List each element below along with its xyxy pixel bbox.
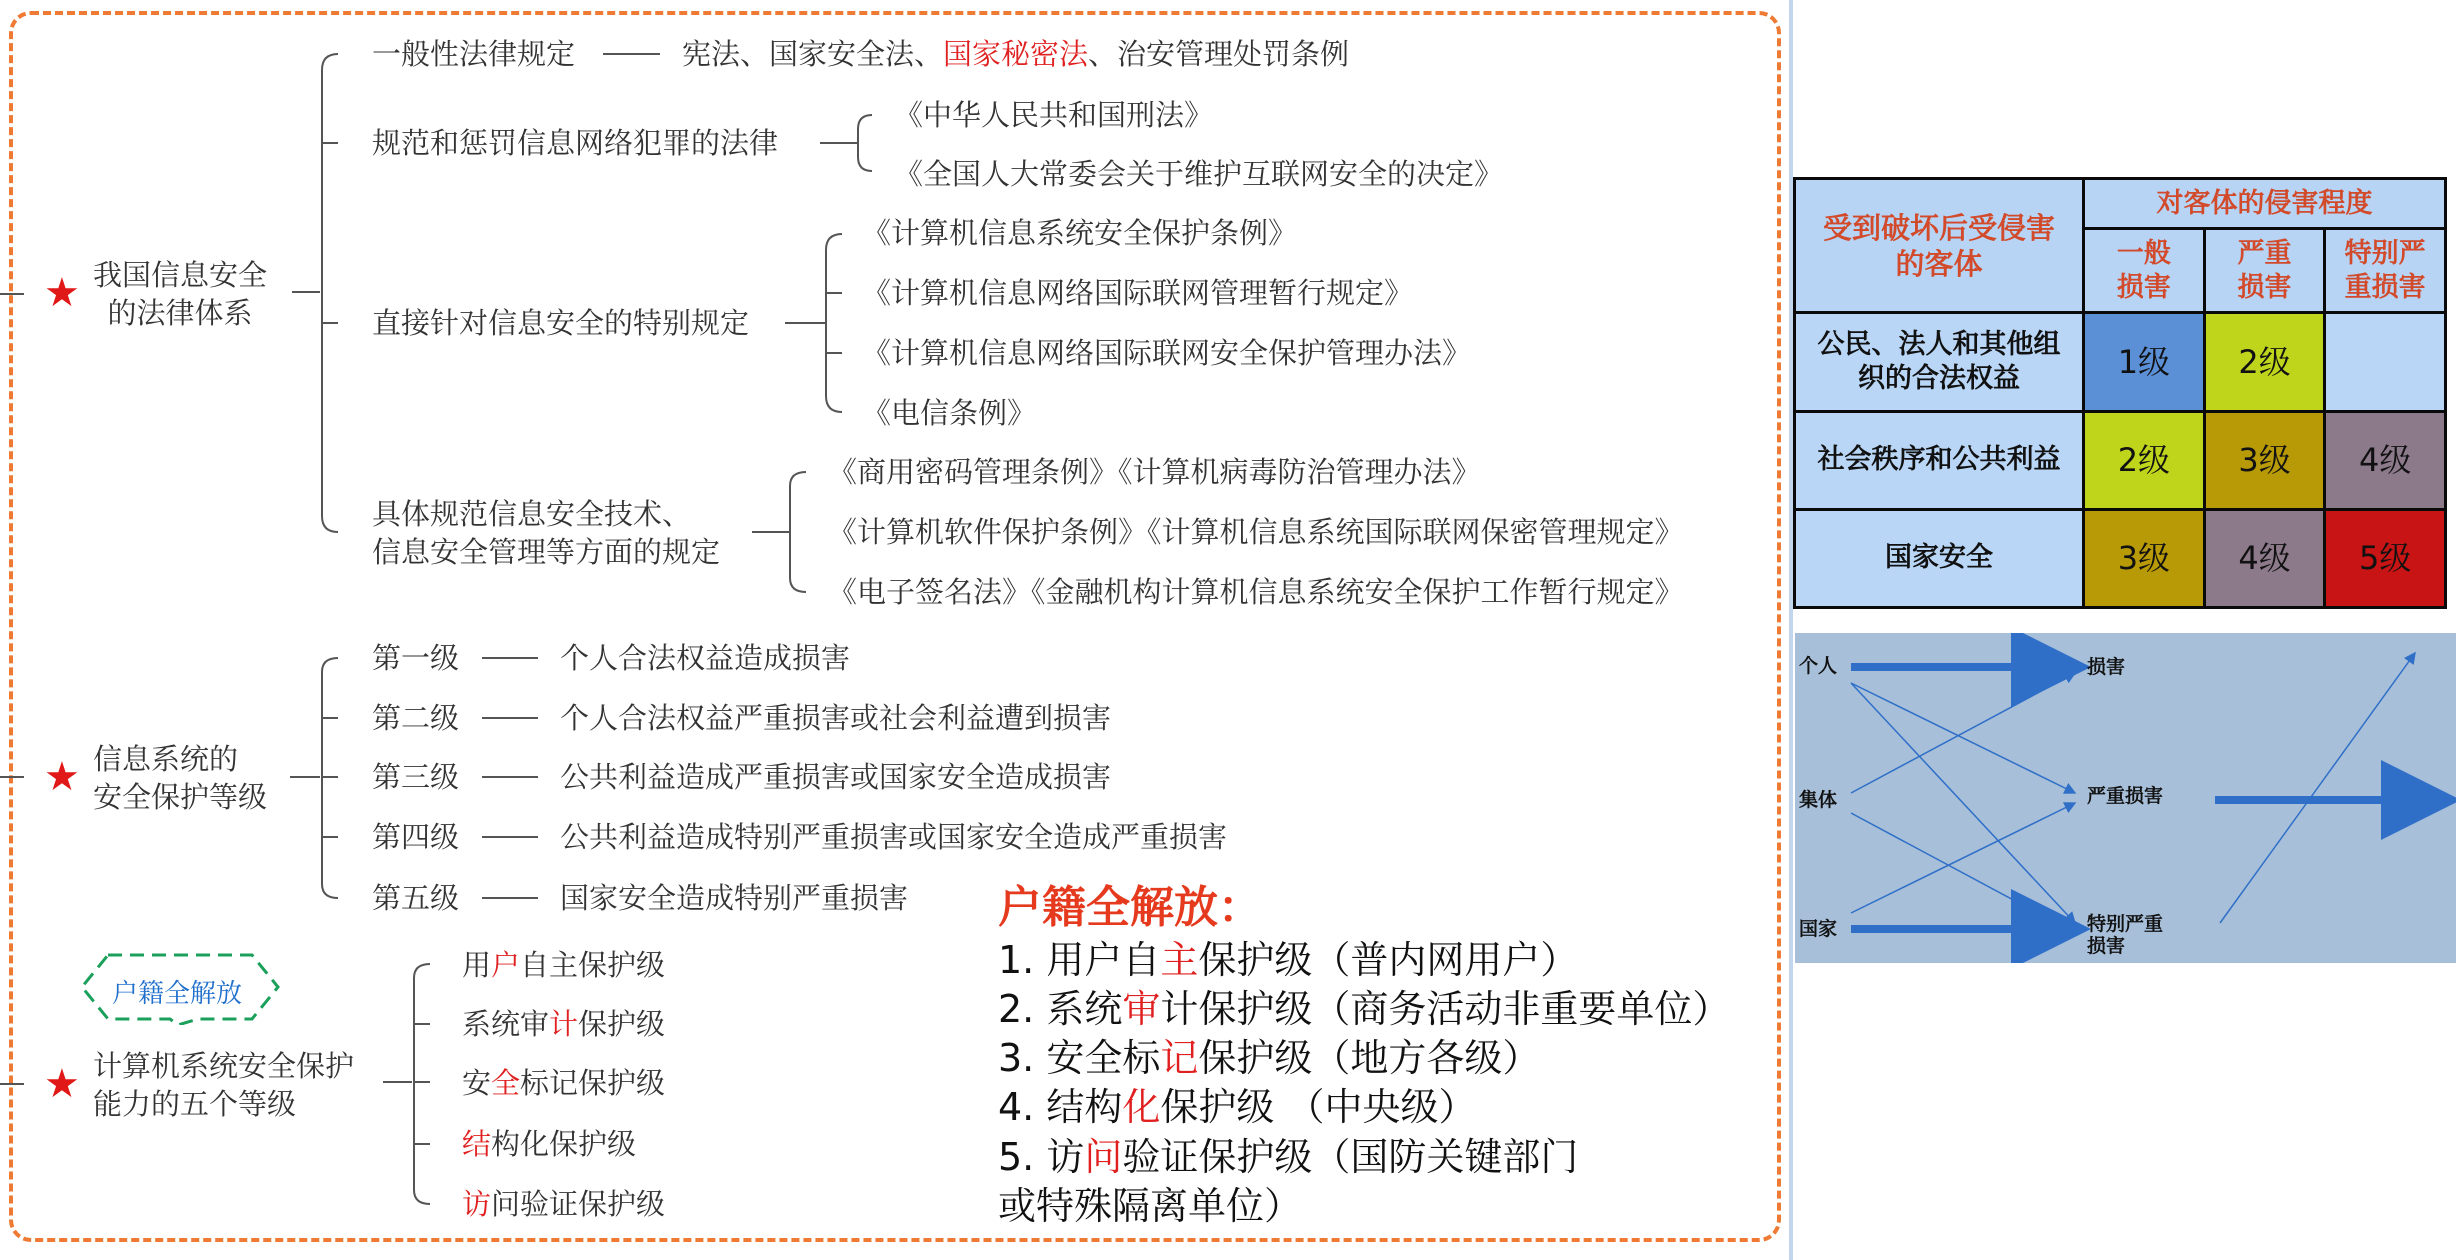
table-cell: 2级: [2084, 411, 2205, 509]
mapping-right-label: 特别严重 损害: [2087, 913, 2164, 957]
level-label: 第三级: [372, 760, 460, 794]
mnemonic-line: 1. 用户自主保护级（普内网用户）: [998, 938, 1579, 982]
level-label: 第四级: [372, 820, 460, 854]
table-header-object: 受到破坏后受侵害的客体: [1795, 179, 2084, 313]
level-desc: 国家安全造成特别严重损害: [560, 881, 909, 915]
mnemonic-line: 3. 安全标记保护级（地方各级）: [998, 1036, 1541, 1080]
level-desc: 公共利益造成严重损害或国家安全造成损害: [560, 760, 1112, 794]
mnemonic-line: 或特殊隔离单位）: [998, 1184, 1303, 1228]
mapping-diagram: [1795, 633, 2456, 963]
branch1-item3-child: 《计算机信息网络国际联网安全保护管理办法》: [862, 336, 1472, 370]
mnemonic-line: 2. 系统审计保护级（商务活动非重要单位）: [998, 987, 1731, 1031]
branch1-item1-label: 一般性法律规定: [372, 37, 576, 71]
protection-level-table: [1793, 177, 2447, 609]
branch1-item2-label: 规范和惩罚信息网络犯罪的法律: [372, 126, 779, 160]
mnemonic-line: 4. 结构化保护级 （中央级）: [998, 1085, 1477, 1129]
table-row: [1795, 313, 2446, 411]
mapping-left-label: 国家: [1799, 918, 1838, 940]
level-desc: 公共利益造成特别严重损害或国家安全造成严重损害: [560, 820, 1228, 854]
protection-level: 系统审计保护级: [462, 1007, 666, 1041]
table-subheader: 严重 损害: [2204, 229, 2325, 313]
table-header-degree: 对客体的侵害程度: [2084, 179, 2446, 229]
table-row-object: 国家安全: [1795, 509, 2084, 607]
table-cell: 4级: [2204, 509, 2325, 607]
table-cell: 2级: [2204, 313, 2325, 411]
mnemonic-title: 户籍全解放：: [998, 882, 1262, 933]
branch1-item3-child: 《计算机信息网络国际联网管理暂行规定》: [862, 276, 1414, 310]
branch1-item4-child: 《商用密码管理条例》《计算机病毒防治管理办法》: [828, 455, 1481, 489]
level-desc: 个人合法权益严重损害或社会利益遭到损害: [560, 701, 1112, 735]
level-label: 第二级: [372, 701, 460, 735]
branch1-root-label: 我国信息安全 的法律体系: [93, 258, 268, 330]
table-row: [1795, 509, 2446, 607]
table-subheader: 特别严 重损害: [2325, 229, 2446, 313]
level-label: 第一级: [372, 641, 460, 675]
table-cell: [2325, 313, 2446, 411]
branch1-item1-detail: 宪法、国家安全法、国家秘密法、治安管理处罚条例: [682, 37, 1350, 71]
level-label: 第五级: [372, 881, 460, 915]
mapping-right-label: 损害: [2087, 656, 2126, 678]
mapping-left-label: 集体: [1799, 789, 1838, 811]
branch1-item3-child: 《电信条例》: [862, 396, 1037, 430]
callout-label: 户籍全解放: [112, 979, 243, 1009]
table-cell: 3级: [2204, 411, 2325, 509]
branch1-item3-child: 《计算机信息系统安全保护条例》: [862, 216, 1298, 250]
branch2-root-label: 信息系统的 安全保护等级: [93, 742, 268, 814]
table-cell: 5级: [2325, 509, 2446, 607]
mnemonic-line: 5. 访问验证保护级（国防关键部门: [998, 1135, 1579, 1179]
branch1-item4-label: 具体规范信息安全技术、 信息安全管理等方面的规定: [372, 497, 721, 569]
table-cell: 1级: [2084, 313, 2205, 411]
branch1-item3-label: 直接针对信息安全的特别规定: [372, 306, 750, 340]
table-row: [1795, 411, 2446, 509]
branch1-item2-child: 《全国人大常委会关于维护互联网安全的决定》: [894, 157, 1504, 191]
star-icon: ★: [44, 754, 80, 800]
mapping-right-label: 严重损害: [2087, 785, 2164, 807]
level-desc: 个人合法权益造成损害: [560, 641, 851, 675]
branch1-item2-child: 《中华人民共和国刑法》: [894, 98, 1214, 132]
branch1-item4-child: 《计算机软件保护条例》《计算机信息系统国际联网保密管理规定》: [828, 515, 1684, 549]
star-icon: ★: [44, 1061, 80, 1107]
table-cell: 3级: [2084, 509, 2205, 607]
mapping-left-label: 个人: [1799, 655, 1838, 677]
protection-level: 结构化保护级: [462, 1127, 637, 1161]
table-cell: 4级: [2325, 411, 2446, 509]
branch1-item4-child: 《电子签名法》《金融机构计算机信息系统安全保护工作暂行规定》: [828, 575, 1684, 609]
table-row-object: 社会秩序和公共利益: [1795, 411, 2084, 509]
table-row-object: 公民、法人和其他组织的合法权益: [1795, 313, 2084, 411]
protection-level: 安全标记保护级: [462, 1066, 666, 1100]
table-subheader: 一般 损害: [2084, 229, 2205, 313]
branch3-root-label: 计算机系统安全保护 能力的五个等级: [93, 1049, 355, 1121]
star-icon: ★: [44, 270, 80, 316]
protection-level: 访问验证保护级: [462, 1187, 666, 1221]
protection-level: 用户自主保护级: [462, 948, 666, 982]
